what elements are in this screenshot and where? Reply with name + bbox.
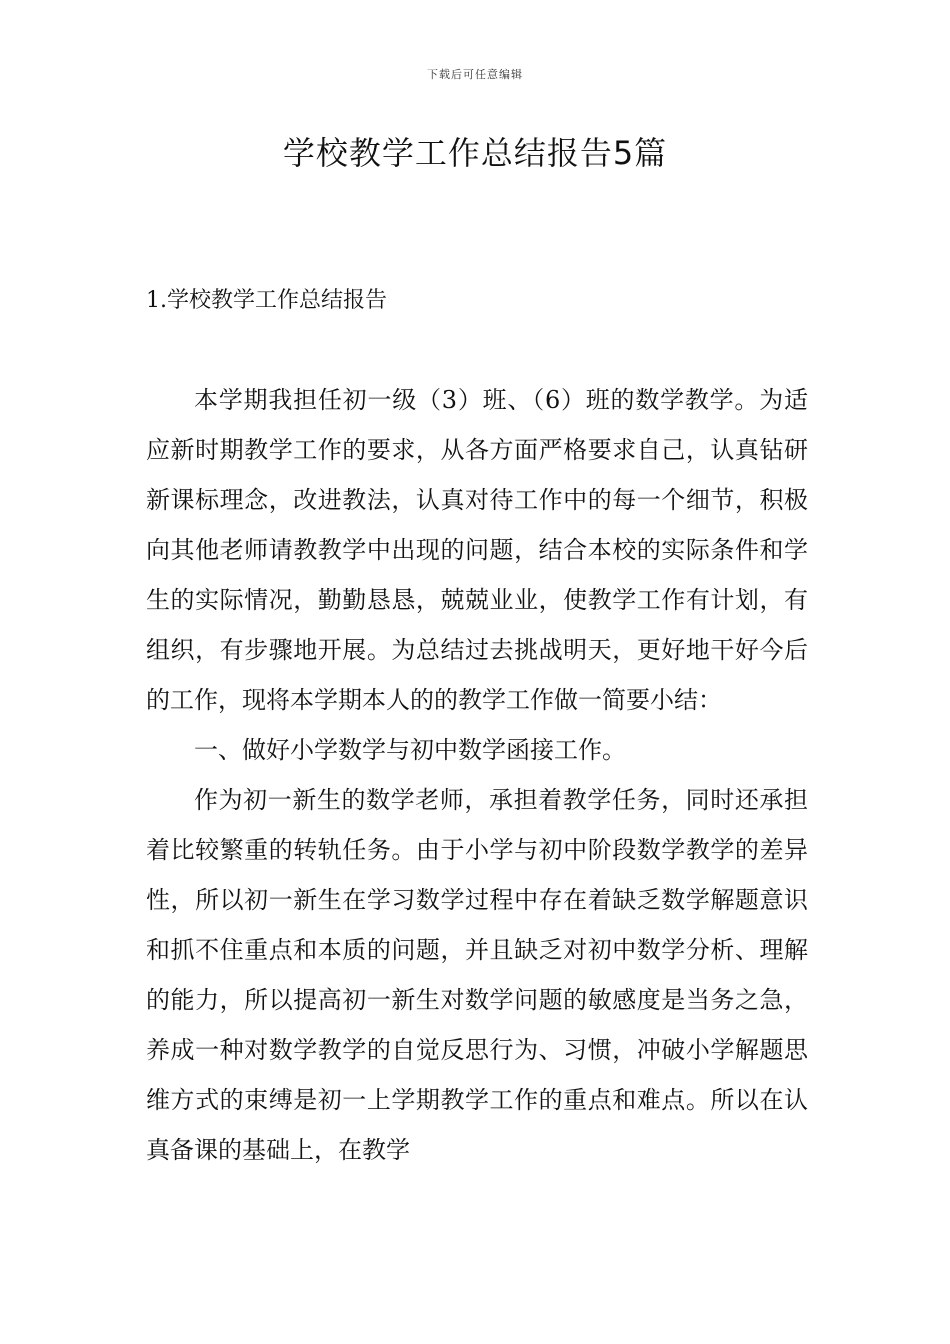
paragraph: 本学期我担任初一级（3）班、（6）班的数学教学。为适应新时期教学工作的要求，从各方面严格要求自己，认真钻研新课标理念，改进教法，认真对待工作中的每一个细节，积极向其他老师请教教学中出现的问题，结合本校的实际条件和学生的实际情况，勤勤恳恳，兢兢业业，使教学工作有计划，有组织，有步骤地开展。为总结过去挑战明天，更好地干好今后的工作，现将本学期本人的的教学工作做一简要小结：: [146, 386, 808, 714]
paragraph: 作为初一新生的数学老师，承担着教学任务，同时还承担着比较繁重的转轨任务。由于小学与初中阶段数学教学的差异性，所以初一新生在学习数学过程中存在着缺乏数学解题意识和抓不住重点和本质的问题，并且缺乏对初中数学分析、理解的能力，所以提高初一新生对数学问题的敏感度是当务之急，养成一种对数学教学的自觉反思行为、习惯，冲破小学解题思维方式的束缚是初一上学期教学工作的重点和难点。所以在认真备课的基础上，在教学: [146, 786, 808, 1164]
section-heading: 1.学校教学工作总结报告: [146, 288, 387, 313]
header-note: 下载后可任意编辑: [427, 68, 523, 81]
document-title: 学校教学工作总结报告5篇: [282, 134, 668, 172]
paragraph: 一、做好小学数学与初中数学函接工作。: [194, 736, 626, 764]
body-text: [146, 375, 808, 1175]
